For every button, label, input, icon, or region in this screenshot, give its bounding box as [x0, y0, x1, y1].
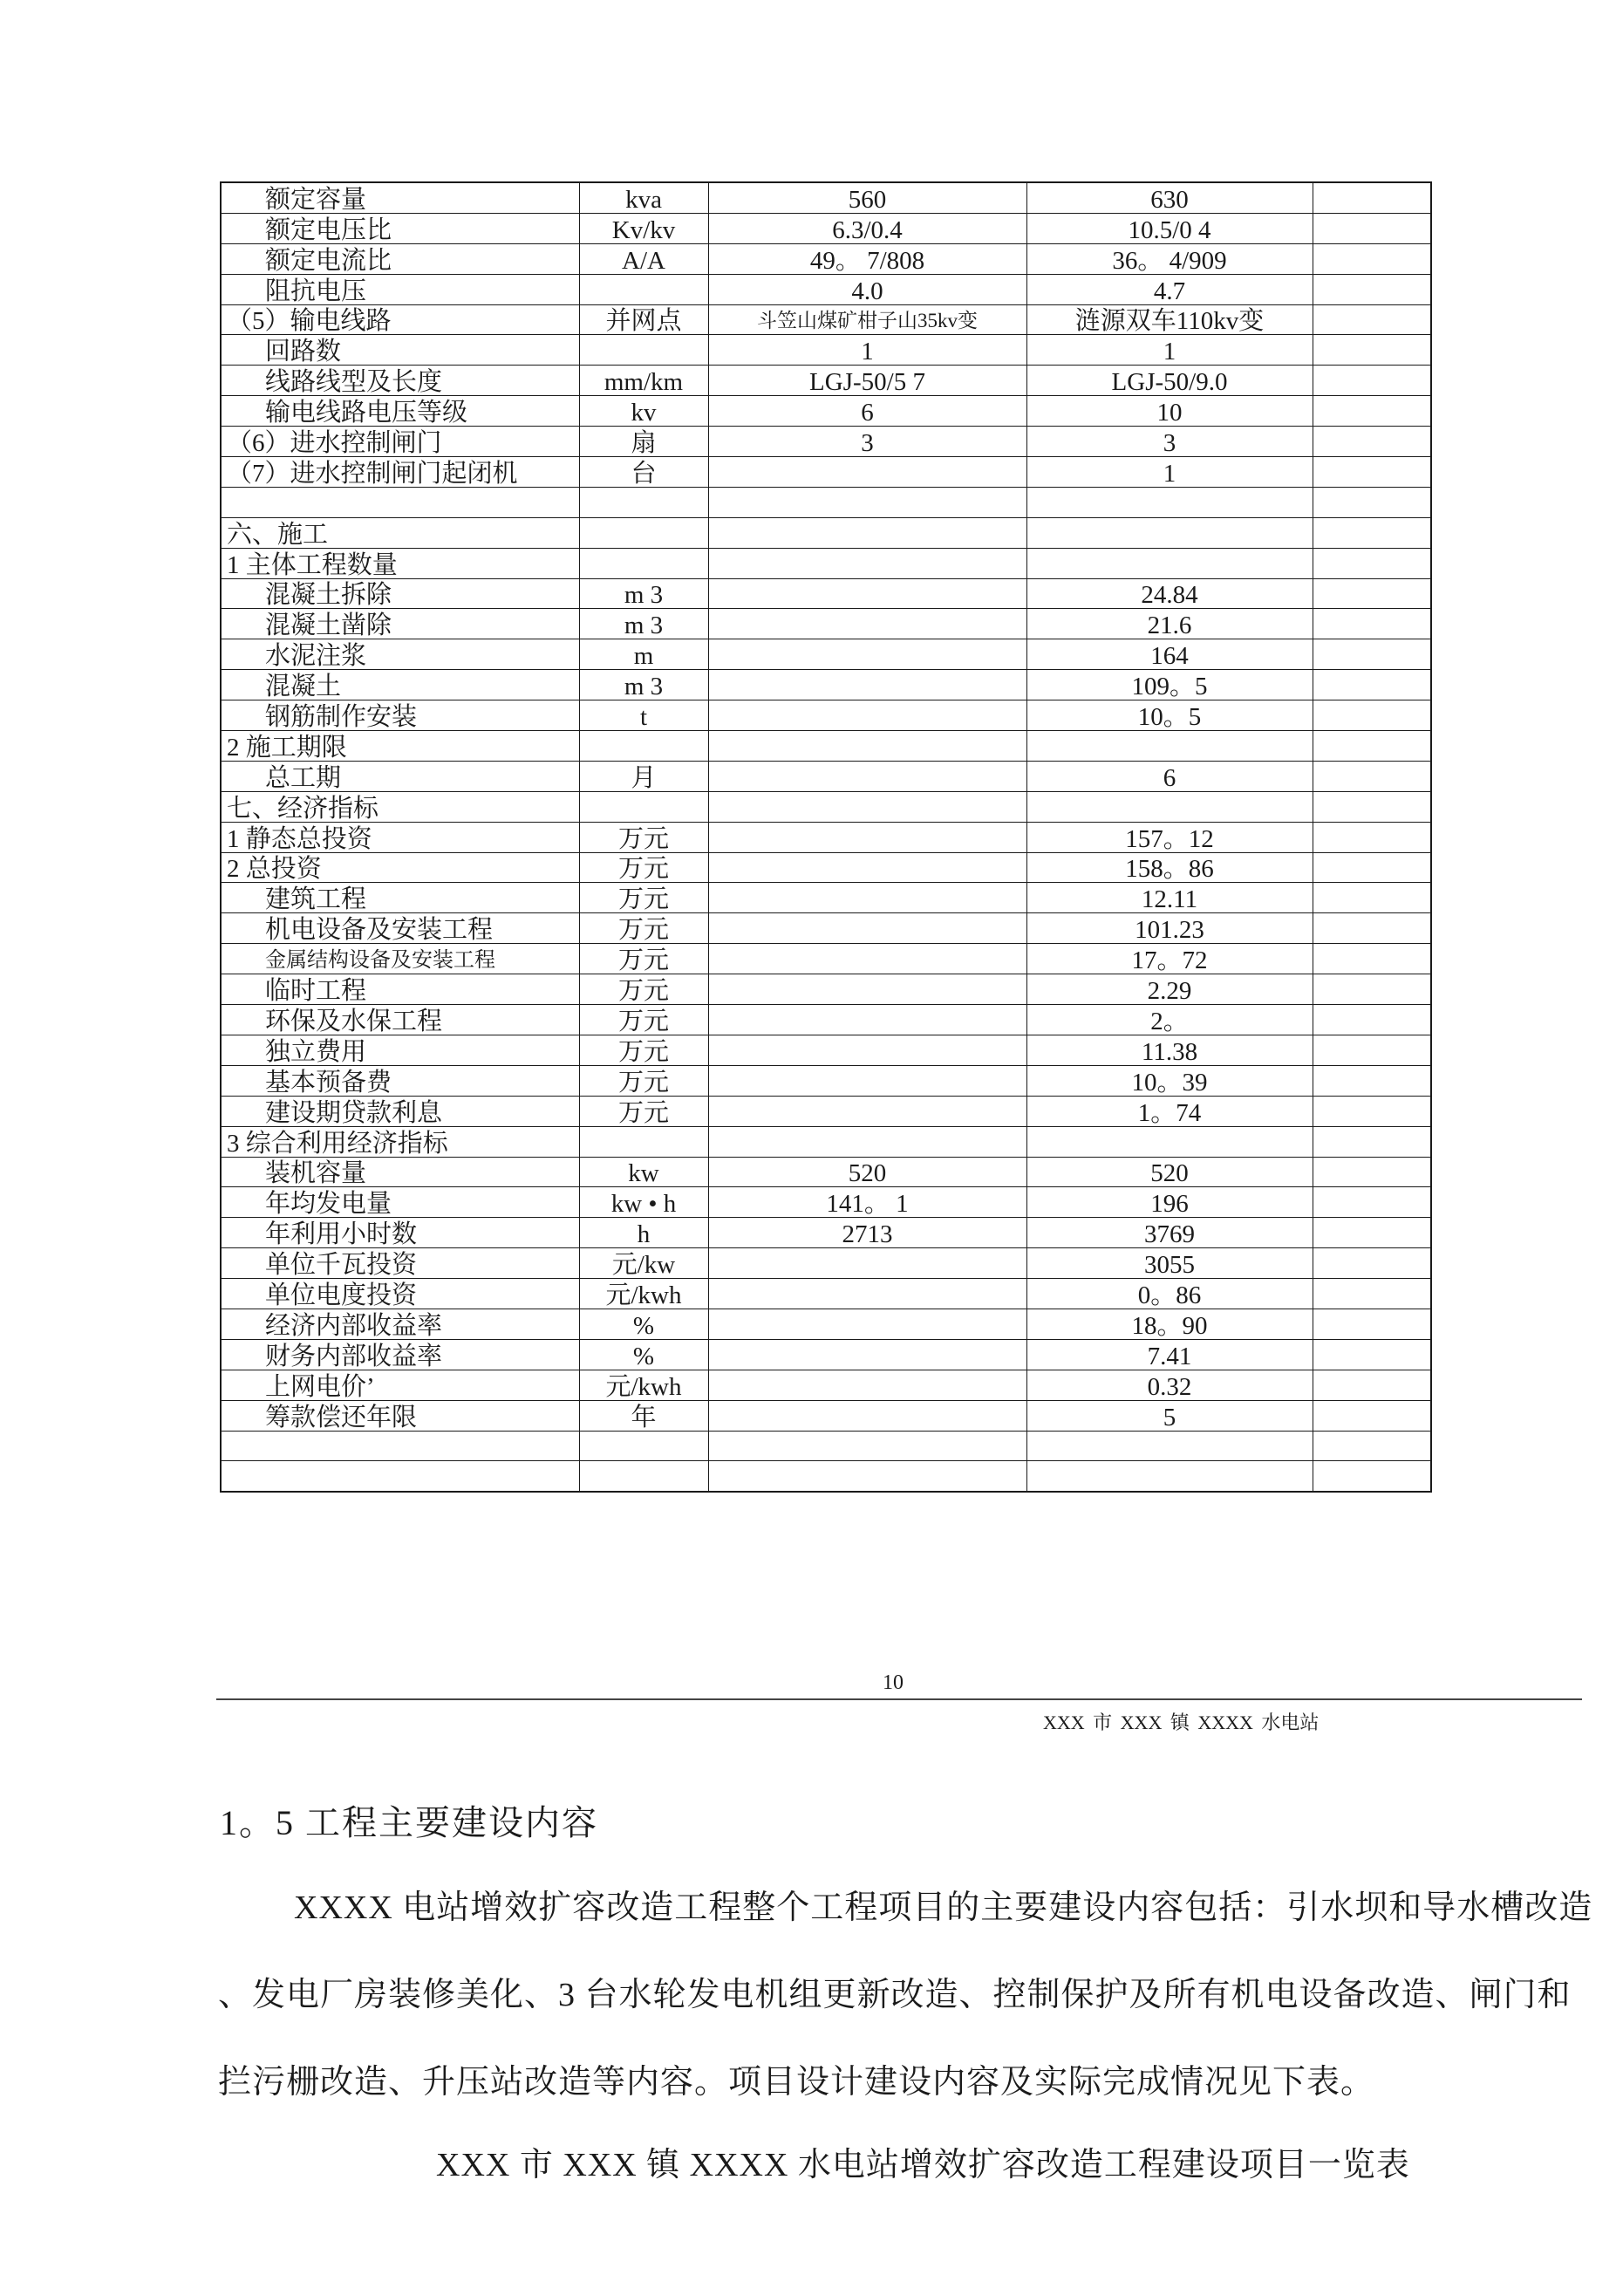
table-cell [708, 974, 1026, 1005]
table-cell [1313, 1096, 1431, 1126]
table-row [221, 457, 1431, 488]
table-cell [708, 1005, 1026, 1035]
table-row [221, 1157, 1431, 1187]
table-cell: 水泥注浆 [221, 639, 579, 670]
table-cell: 元/kwh [579, 1370, 708, 1400]
table-cell [1313, 822, 1431, 852]
table-cell [708, 548, 1026, 578]
table-cell [579, 1461, 708, 1492]
table-cell [1313, 791, 1431, 822]
table-row [221, 974, 1431, 1005]
table-cell: 1。74 [1026, 1096, 1313, 1126]
table-row [221, 700, 1431, 731]
table-cell: h [579, 1218, 708, 1248]
table-row [221, 1126, 1431, 1157]
table-cell: 混凝土拆除 [221, 578, 579, 609]
table-cell: 万元 [579, 944, 708, 974]
table-cell: kw • h [579, 1187, 708, 1218]
table-cell [708, 670, 1026, 700]
table-cell: 560 [708, 182, 1026, 213]
table-cell [1026, 1431, 1313, 1461]
table-cell [1313, 548, 1431, 578]
table-cell [708, 1065, 1026, 1096]
table-cell [1026, 1461, 1313, 1492]
table-cell: t [579, 700, 708, 731]
table-cell [1313, 1187, 1431, 1218]
section-heading: 1。5 工程主要建设内容 [220, 1803, 598, 1842]
table-cell [1313, 396, 1431, 427]
table-cell [1313, 243, 1431, 274]
table-cell [1313, 1065, 1431, 1096]
table-cell [1313, 1248, 1431, 1279]
table-cell: kv [579, 396, 708, 427]
table-cell: 输电线路电压等级 [221, 396, 579, 427]
table-cell: 6.3/0.4 [708, 213, 1026, 243]
footer-note: XXX 市 XXX 镇 XXXX 水电站 [1043, 1712, 1320, 1733]
table-cell [1313, 1005, 1431, 1035]
table-cell: A/A [579, 243, 708, 274]
table-cell [1313, 517, 1431, 548]
table-row [221, 944, 1431, 974]
table-cell: 157。12 [1026, 822, 1313, 852]
table-cell: （5）输电线路 [221, 304, 579, 335]
table-cell: 元/kwh [579, 1279, 708, 1309]
table-row [221, 366, 1431, 396]
table-cell [1313, 913, 1431, 944]
table-cell: m 3 [579, 578, 708, 609]
table-cell [1313, 944, 1431, 974]
table-cell: 钢筋制作安装 [221, 700, 579, 731]
table-cell [1313, 700, 1431, 731]
table-cell [579, 731, 708, 762]
table-row [221, 1096, 1431, 1126]
table-cell: 0。86 [1026, 1279, 1313, 1309]
table-row [221, 213, 1431, 243]
table-cell: 3 [708, 427, 1026, 457]
table-cell: 万元 [579, 1035, 708, 1065]
table-cell [708, 731, 1026, 762]
table-cell: 总工期 [221, 761, 579, 791]
table-cell: 混凝土凿除 [221, 609, 579, 639]
table-cell: 11.38 [1026, 1035, 1313, 1065]
table-cell [1313, 883, 1431, 913]
table-cell [708, 700, 1026, 731]
table-row [221, 243, 1431, 274]
table-cell [1313, 1370, 1431, 1400]
table-cell [579, 791, 708, 822]
table-row [221, 670, 1431, 700]
table-cell [708, 1309, 1026, 1339]
table-cell [1313, 366, 1431, 396]
table-cell: 阻抗电压 [221, 274, 579, 304]
table-cell [1026, 731, 1313, 762]
table-cell [1313, 670, 1431, 700]
table-row [221, 1400, 1431, 1431]
table-cell: 101.23 [1026, 913, 1313, 944]
table-cell: 2。 [1026, 1005, 1313, 1035]
table-row [221, 1370, 1431, 1400]
table-cell: （7）进水控制闸门起闭机 [221, 457, 579, 488]
table-cell: 630 [1026, 182, 1313, 213]
table-cell: 建筑工程 [221, 883, 579, 913]
table-cell: mm/km [579, 366, 708, 396]
table-cell: 4.0 [708, 274, 1026, 304]
table-cell: 经济内部收益率 [221, 1309, 579, 1339]
table-cell [708, 487, 1026, 517]
table-cell [579, 487, 708, 517]
page-number: 10 [883, 1671, 904, 1694]
table-cell: 141。 1 [708, 1187, 1026, 1218]
table-cell: 建设期贷款利息 [221, 1096, 579, 1126]
table-cell [708, 1126, 1026, 1157]
table-row [221, 1339, 1431, 1370]
table-cell: 斗笠山煤矿柑子山35kv变 [708, 304, 1026, 335]
table-cell [708, 1461, 1026, 1492]
table-cell: LGJ-50/5 7 [708, 366, 1026, 396]
spec-table [220, 181, 1432, 1493]
table-cell [1313, 213, 1431, 243]
table-cell [1313, 274, 1431, 304]
table-cell: 额定电压比 [221, 213, 579, 243]
table-cell: 158。86 [1026, 852, 1313, 883]
table-cell [1313, 731, 1431, 762]
table-cell [1313, 761, 1431, 791]
table-cell [1313, 1309, 1431, 1339]
table-cell [1313, 1339, 1431, 1370]
table-cell: 临时工程 [221, 974, 579, 1005]
table-cell [708, 1400, 1026, 1431]
table-cell: 1 静态总投资 [221, 822, 579, 852]
table-cell: 混凝土 [221, 670, 579, 700]
table-cell [1313, 1279, 1431, 1309]
table-cell: 2 总投资 [221, 852, 579, 883]
table-cell: 万元 [579, 974, 708, 1005]
table-cell [1313, 427, 1431, 457]
table-cell: 线路线型及长度 [221, 366, 579, 396]
table-row [221, 1218, 1431, 1248]
table-row [221, 1065, 1431, 1096]
table-row [221, 731, 1431, 762]
table-cell: 万元 [579, 1096, 708, 1126]
table-cell: 涟源双车110kv变 [1026, 304, 1313, 335]
table-cell [1313, 457, 1431, 488]
table-cell [708, 517, 1026, 548]
table-cell: 5 [1026, 1400, 1313, 1431]
table-cell: kva [579, 182, 708, 213]
table-cell: 10。39 [1026, 1065, 1313, 1096]
table-cell [708, 761, 1026, 791]
table-cell [708, 457, 1026, 488]
table-cell: （6）进水控制闸门 [221, 427, 579, 457]
table-cell: 万元 [579, 1065, 708, 1096]
table-cell [1313, 1126, 1431, 1157]
table-cell: 回路数 [221, 335, 579, 366]
table-row [221, 883, 1431, 913]
table-cell: 台 [579, 457, 708, 488]
table-row [221, 427, 1431, 457]
table-cell: 6 [1026, 761, 1313, 791]
table-cell: 3 综合利用经济指标 [221, 1126, 579, 1157]
table-cell [708, 1370, 1026, 1400]
table-cell [708, 1248, 1026, 1279]
table-cell: 10 [1026, 396, 1313, 427]
table-cell [708, 1096, 1026, 1126]
table-cell: kw [579, 1157, 708, 1187]
table-cell [708, 883, 1026, 913]
table-cell: 10.5/0 4 [1026, 213, 1313, 243]
table-cell [1313, 639, 1431, 670]
table-cell [1026, 487, 1313, 517]
table-cell: 单位电度投资 [221, 1279, 579, 1309]
table-cell: 36。 4/909 [1026, 243, 1313, 274]
table-cell: 6 [708, 396, 1026, 427]
table-cell: 额定电流比 [221, 243, 579, 274]
table-cell: 年利用小时数 [221, 1218, 579, 1248]
table-cell [1313, 1035, 1431, 1065]
table-cell: 单位千瓦投资 [221, 1248, 579, 1279]
table-cell: m [579, 639, 708, 670]
table-cell: 万元 [579, 913, 708, 944]
table-cell [221, 1461, 579, 1492]
table-cell [1313, 1461, 1431, 1492]
table-row [221, 791, 1431, 822]
table-cell [1313, 1157, 1431, 1187]
table-cell [708, 852, 1026, 883]
table-cell: 24.84 [1026, 578, 1313, 609]
table-cell [1313, 487, 1431, 517]
table-cell: 3 [1026, 427, 1313, 457]
table-cell: 17。72 [1026, 944, 1313, 974]
table-cell [1026, 548, 1313, 578]
table-cell [708, 1339, 1026, 1370]
table-cell: 2.29 [1026, 974, 1313, 1005]
table-cell: 12.11 [1026, 883, 1313, 913]
table-row [221, 1187, 1431, 1218]
table-cell: 1 [1026, 335, 1313, 366]
table-cell: % [579, 1339, 708, 1370]
table-cell [1313, 1431, 1431, 1461]
table-row [221, 335, 1431, 366]
table-cell: 年 [579, 1400, 708, 1431]
table-cell [708, 1279, 1026, 1309]
table-cell [221, 1431, 579, 1461]
footer-rule [216, 1698, 1582, 1700]
table-cell: 金属结构设备及安装工程 [221, 944, 579, 974]
table-cell [579, 335, 708, 366]
table-cell: 4.7 [1026, 274, 1313, 304]
table-cell [1313, 182, 1431, 213]
table-row [221, 1309, 1431, 1339]
table-row [221, 1035, 1431, 1065]
table-cell: 上网电价’ [221, 1370, 579, 1400]
table-cell: 18。90 [1026, 1309, 1313, 1339]
table-row [221, 1461, 1431, 1492]
table-cell: 月 [579, 761, 708, 791]
table-cell [579, 274, 708, 304]
table-cell: 七、经济指标 [221, 791, 579, 822]
table-cell: 装机容量 [221, 1157, 579, 1187]
table-row [221, 304, 1431, 335]
table-row [221, 487, 1431, 517]
table-cell [708, 791, 1026, 822]
table-cell: Kv/kv [579, 213, 708, 243]
table-cell: 520 [708, 1157, 1026, 1187]
table-cell: 21.6 [1026, 609, 1313, 639]
table-cell: 1 [708, 335, 1026, 366]
table-cell: 元/kw [579, 1248, 708, 1279]
table-cell: 基本预备费 [221, 1065, 579, 1096]
paragraph-line: 、发电厂房装修美化、3 台水轮发电机组更新改造、控制保护及所有机电设备改造、闸门和 [218, 1977, 1572, 2013]
table-cell [1313, 304, 1431, 335]
table-cell [708, 822, 1026, 852]
table-cell: 万元 [579, 883, 708, 913]
table-cell: 六、施工 [221, 517, 579, 548]
table-row [221, 182, 1431, 213]
table-cell: m 3 [579, 670, 708, 700]
table-cell [708, 578, 1026, 609]
table-cell [1026, 1126, 1313, 1157]
table-row [221, 852, 1431, 883]
table-row [221, 274, 1431, 304]
table-cell: 机电设备及安装工程 [221, 913, 579, 944]
table-row [221, 578, 1431, 609]
table-cell: 年均发电量 [221, 1187, 579, 1218]
table-cell: 扇 [579, 427, 708, 457]
table-cell [1313, 974, 1431, 1005]
table-cell [1313, 852, 1431, 883]
table-cell [221, 487, 579, 517]
table-cell: 独立费用 [221, 1035, 579, 1065]
table-cell: 财务内部收益率 [221, 1339, 579, 1370]
table-row [221, 822, 1431, 852]
table-row [221, 913, 1431, 944]
table-cell: 520 [1026, 1157, 1313, 1187]
table-cell: 1 [1026, 457, 1313, 488]
table-cell [1313, 609, 1431, 639]
table-cell: 筹款偿还年限 [221, 1400, 579, 1431]
table-cell: 环保及水保工程 [221, 1005, 579, 1035]
table-cell [1026, 517, 1313, 548]
table-cell [708, 1431, 1026, 1461]
table-cell [579, 548, 708, 578]
table-cell: 2713 [708, 1218, 1026, 1248]
table-cell [1026, 791, 1313, 822]
table-cell: 3055 [1026, 1248, 1313, 1279]
table-cell [708, 944, 1026, 974]
table-cell: 109。5 [1026, 670, 1313, 700]
table-cell: m 3 [579, 609, 708, 639]
table-row [221, 548, 1431, 578]
paragraph-line: XXXX 电站增效扩容改造工程整个工程项目的主要建设内容包括：引水坝和导水槽改造 [294, 1889, 1593, 1926]
table-cell: % [579, 1309, 708, 1339]
table-row [221, 761, 1431, 791]
table-cell: 万元 [579, 822, 708, 852]
table-cell [708, 1035, 1026, 1065]
table-cell: 3769 [1026, 1218, 1313, 1248]
table-cell: 164 [1026, 639, 1313, 670]
table-cell: 7.41 [1026, 1339, 1313, 1370]
table-cell [579, 1126, 708, 1157]
paragraph-line: 拦污栅改造、升压站改造等内容。项目设计建设内容及实际完成情况见下表。 [218, 2064, 1375, 2101]
table-caption: XXX 市 XXX 镇 XXXX 水电站增效扩容改造工程建设项目一览表 [436, 2147, 1410, 2183]
table-row [221, 609, 1431, 639]
table-cell [708, 609, 1026, 639]
table-row [221, 1279, 1431, 1309]
table-cell [579, 517, 708, 548]
table-cell: 1 主体工程数量 [221, 548, 579, 578]
table-row [221, 1248, 1431, 1279]
table-cell [708, 913, 1026, 944]
table-cell [1313, 1400, 1431, 1431]
table-row [221, 517, 1431, 548]
table-cell [708, 639, 1026, 670]
table-cell [579, 1431, 708, 1461]
spec-table-body [221, 182, 1431, 1492]
table-cell: 196 [1026, 1187, 1313, 1218]
table-cell: 并网点 [579, 304, 708, 335]
table-cell: 10。5 [1026, 700, 1313, 731]
table-cell [1313, 578, 1431, 609]
table-cell: 49。 7/808 [708, 243, 1026, 274]
table-cell: 万元 [579, 1005, 708, 1035]
table-cell: 万元 [579, 852, 708, 883]
table-cell: 0.32 [1026, 1370, 1313, 1400]
table-row [221, 396, 1431, 427]
table-cell: 2 施工期限 [221, 731, 579, 762]
table-row [221, 1005, 1431, 1035]
table-cell: 额定容量 [221, 182, 579, 213]
table-row [221, 1431, 1431, 1461]
table-cell [1313, 1218, 1431, 1248]
table-cell: LGJ-50/9.0 [1026, 366, 1313, 396]
table-cell [1313, 335, 1431, 366]
table-row [221, 639, 1431, 670]
